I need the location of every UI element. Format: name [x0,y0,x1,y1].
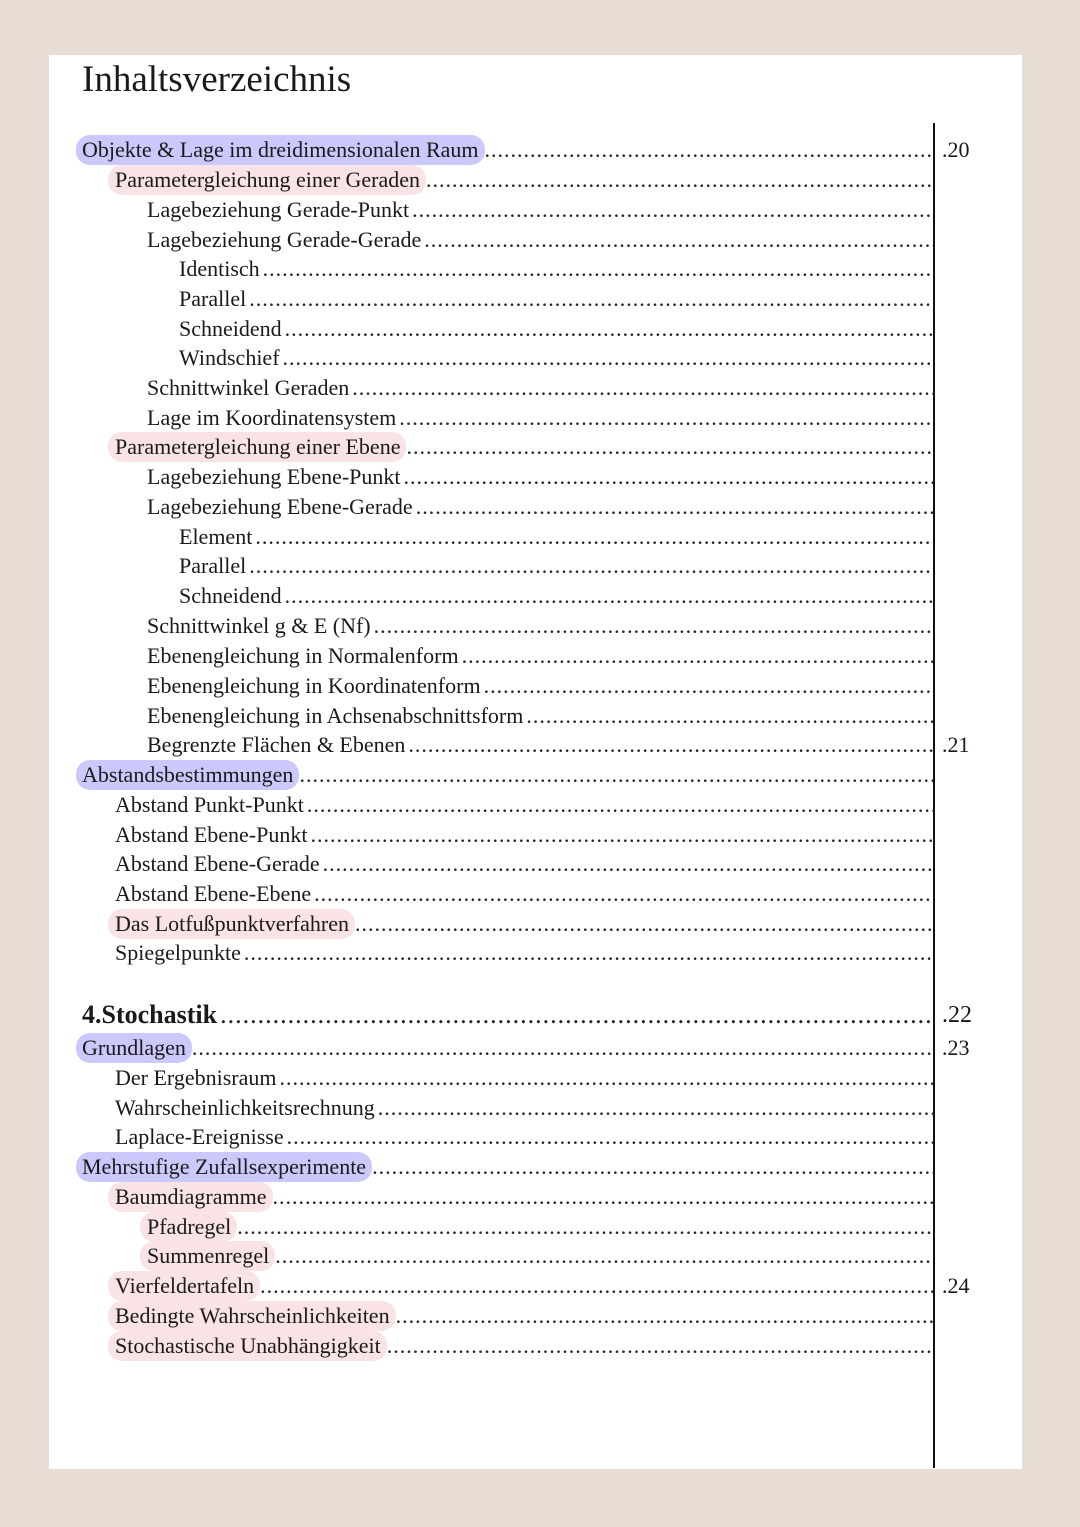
dot-leader [263,254,933,284]
toc-entry[interactable] [115,1331,933,1361]
toc-entry[interactable] [147,225,933,255]
toc-entry-label: Windschief [179,345,280,370]
dot-leader [352,373,933,403]
toc-page-number: .22 [942,1002,972,1028]
toc-entry-label: Parametergleichung einer Ebene [108,432,406,462]
dot-leader [404,462,933,492]
dot-leader [285,581,933,611]
toc-entry[interactable] [115,432,933,462]
toc-entry[interactable] [147,403,933,433]
dot-leader [396,1301,933,1331]
toc-entry[interactable] [82,135,970,165]
toc-entry[interactable] [82,1152,933,1182]
dot-leader [378,1093,933,1123]
toc-entry-label: Spiegelpunkte [115,940,241,965]
toc-entry-label: Parallel [179,553,247,578]
toc-entry[interactable] [147,195,933,225]
dot-leader [416,492,933,522]
toc-chapter[interactable] [82,998,972,1032]
dot-leader [408,730,933,760]
toc-entry-label: Abstandsbestimmungen [76,760,299,790]
toc-entry-label: Laplace-Ereignisse [115,1124,284,1149]
toc-page-number: .23 [942,1035,970,1060]
toc-entry-label: Parallel [179,286,247,311]
toc-page-number: .24 [942,1273,970,1298]
toc-entry[interactable] [115,820,933,850]
dot-leader [237,1212,933,1242]
toc-entry-label: Stochastische Unabhängigkeit [108,1331,387,1361]
toc-entry[interactable] [115,1301,933,1331]
toc-entry-label: Schneidend [179,316,282,341]
dot-leader [260,1271,933,1301]
toc-entry-label: Vierfeldertafeln [108,1271,260,1301]
toc-entry-label: Ebenengleichung in Normalenform [147,643,459,668]
toc-entry[interactable] [115,165,933,195]
toc-entry-label: Grundlagen [76,1033,192,1063]
dot-leader [310,820,933,850]
toc-entry-label: Baumdiagramme [108,1182,273,1212]
toc-entry[interactable] [147,1212,933,1242]
toc-entry[interactable] [179,343,933,373]
toc-entry[interactable] [115,938,933,968]
dot-leader [307,790,933,820]
toc-entry[interactable] [179,551,933,581]
dot-leader [355,909,933,939]
dot-leader [280,1063,934,1093]
dot-leader [323,849,933,879]
dot-leader [387,1331,933,1361]
toc-entry[interactable] [115,1271,970,1301]
toc-entry-label: Bedingte Wahrscheinlichkeiten [108,1301,396,1331]
dot-leader [287,1122,933,1152]
dot-leader [244,938,933,968]
toc-entry-label: Identisch [179,256,260,281]
toc-entry[interactable] [147,462,933,492]
toc-entry[interactable] [147,492,933,522]
dot-leader [412,195,933,225]
toc-entry[interactable] [147,671,933,701]
toc-entry-label: Ebenengleichung in Achsenabschnittsform [147,703,524,728]
dot-leader [285,314,933,344]
toc-entry[interactable] [147,701,933,731]
dot-leader [192,1033,933,1063]
toc-entry-label: Lagebeziehung Gerade-Punkt [147,197,410,222]
dot-leader [372,1152,933,1182]
toc-entry[interactable] [115,909,933,939]
toc-entry[interactable] [115,1122,933,1152]
toc-entry-label: Parametergleichung einer Geraden [108,165,426,195]
toc-entry-label: Ebenengleichung in Koordinatenform [147,673,481,698]
dot-leader [484,671,933,701]
toc-entry-label: Wahrscheinlichkeitsrechnung [115,1095,375,1120]
toc-entry-label: Summenregel [140,1241,275,1271]
toc-entry-label: Das Lotfußpunktverfahren [108,909,355,939]
toc-entry[interactable] [179,522,933,552]
toc-entry-label: Abstand Ebene-Ebene [115,881,312,906]
toc-entry-label: Schnittwinkel Geraden [147,375,350,400]
toc-entry[interactable] [147,373,933,403]
dot-leader [485,135,933,165]
toc-entry[interactable] [147,1241,933,1271]
toc-entry-label: Lage im Koordinatensystem [147,405,397,430]
toc-entry-label: Begrenzte Flächen & Ebenen [147,732,406,757]
toc-entry-label: Schnittwinkel g & E (Nf) [147,613,371,638]
toc-entry[interactable] [115,879,933,909]
toc-entry[interactable] [115,849,933,879]
toc-entry[interactable] [179,254,933,284]
dot-leader [462,641,933,671]
toc-entry-label: Lagebeziehung Ebene-Punkt [147,464,401,489]
dot-leader [220,998,933,1032]
dot-leader [249,284,933,314]
toc-entry-label: Schneidend [179,583,282,608]
toc-entry[interactable] [147,730,970,760]
toc-entry-label: Lagebeziehung Ebene-Gerade [147,494,413,519]
dot-leader [426,165,933,195]
toc-entry[interactable] [179,581,933,611]
dot-leader [249,551,933,581]
toc-entry[interactable] [115,1182,933,1212]
dot-leader [273,1182,933,1212]
toc-entry-label: Abstand Punkt-Punkt [115,792,304,817]
page-title: Inhaltsverzeichnis [82,59,352,100]
toc-entry-label: 4.Stochastik [82,1000,218,1029]
toc-entry-label: Lagebeziehung Gerade-Gerade [147,227,422,252]
toc-entry-label: Element [179,524,253,549]
dot-leader [314,879,933,909]
dot-leader [255,522,933,552]
dot-leader [424,225,933,255]
toc-entry-label: Der Ergebnisraum [115,1065,277,1090]
toc-entry[interactable] [179,314,933,344]
dot-leader [374,611,933,641]
toc-entry[interactable] [82,1033,970,1063]
toc-page-number: .20 [942,137,970,162]
dot-leader [299,760,933,790]
toc-entry-label: Objekte & Lage im dreidimensionalen Raum [76,135,485,165]
toc-entry[interactable] [179,284,933,314]
dot-leader [283,343,933,373]
dot-leader [406,432,933,462]
toc-entry[interactable] [147,641,933,671]
toc-entry[interactable] [115,790,933,820]
page-number-divider [933,123,935,1468]
dot-leader [275,1241,933,1271]
toc-entry[interactable] [82,760,933,790]
toc-entry-label: Abstand Ebene-Punkt [115,822,308,847]
toc-page-number: .21 [942,732,970,757]
dot-leader [399,403,933,433]
toc-entry[interactable] [115,1063,933,1093]
toc-entry[interactable] [115,1093,933,1123]
toc-entry-label: Abstand Ebene-Gerade [115,851,320,876]
toc-entry[interactable] [147,611,933,641]
toc-entry-label: Mehrstufige Zufallsexperimente [76,1152,372,1182]
dot-leader [526,701,933,731]
toc-entry-label: Pfadregel [140,1212,237,1242]
